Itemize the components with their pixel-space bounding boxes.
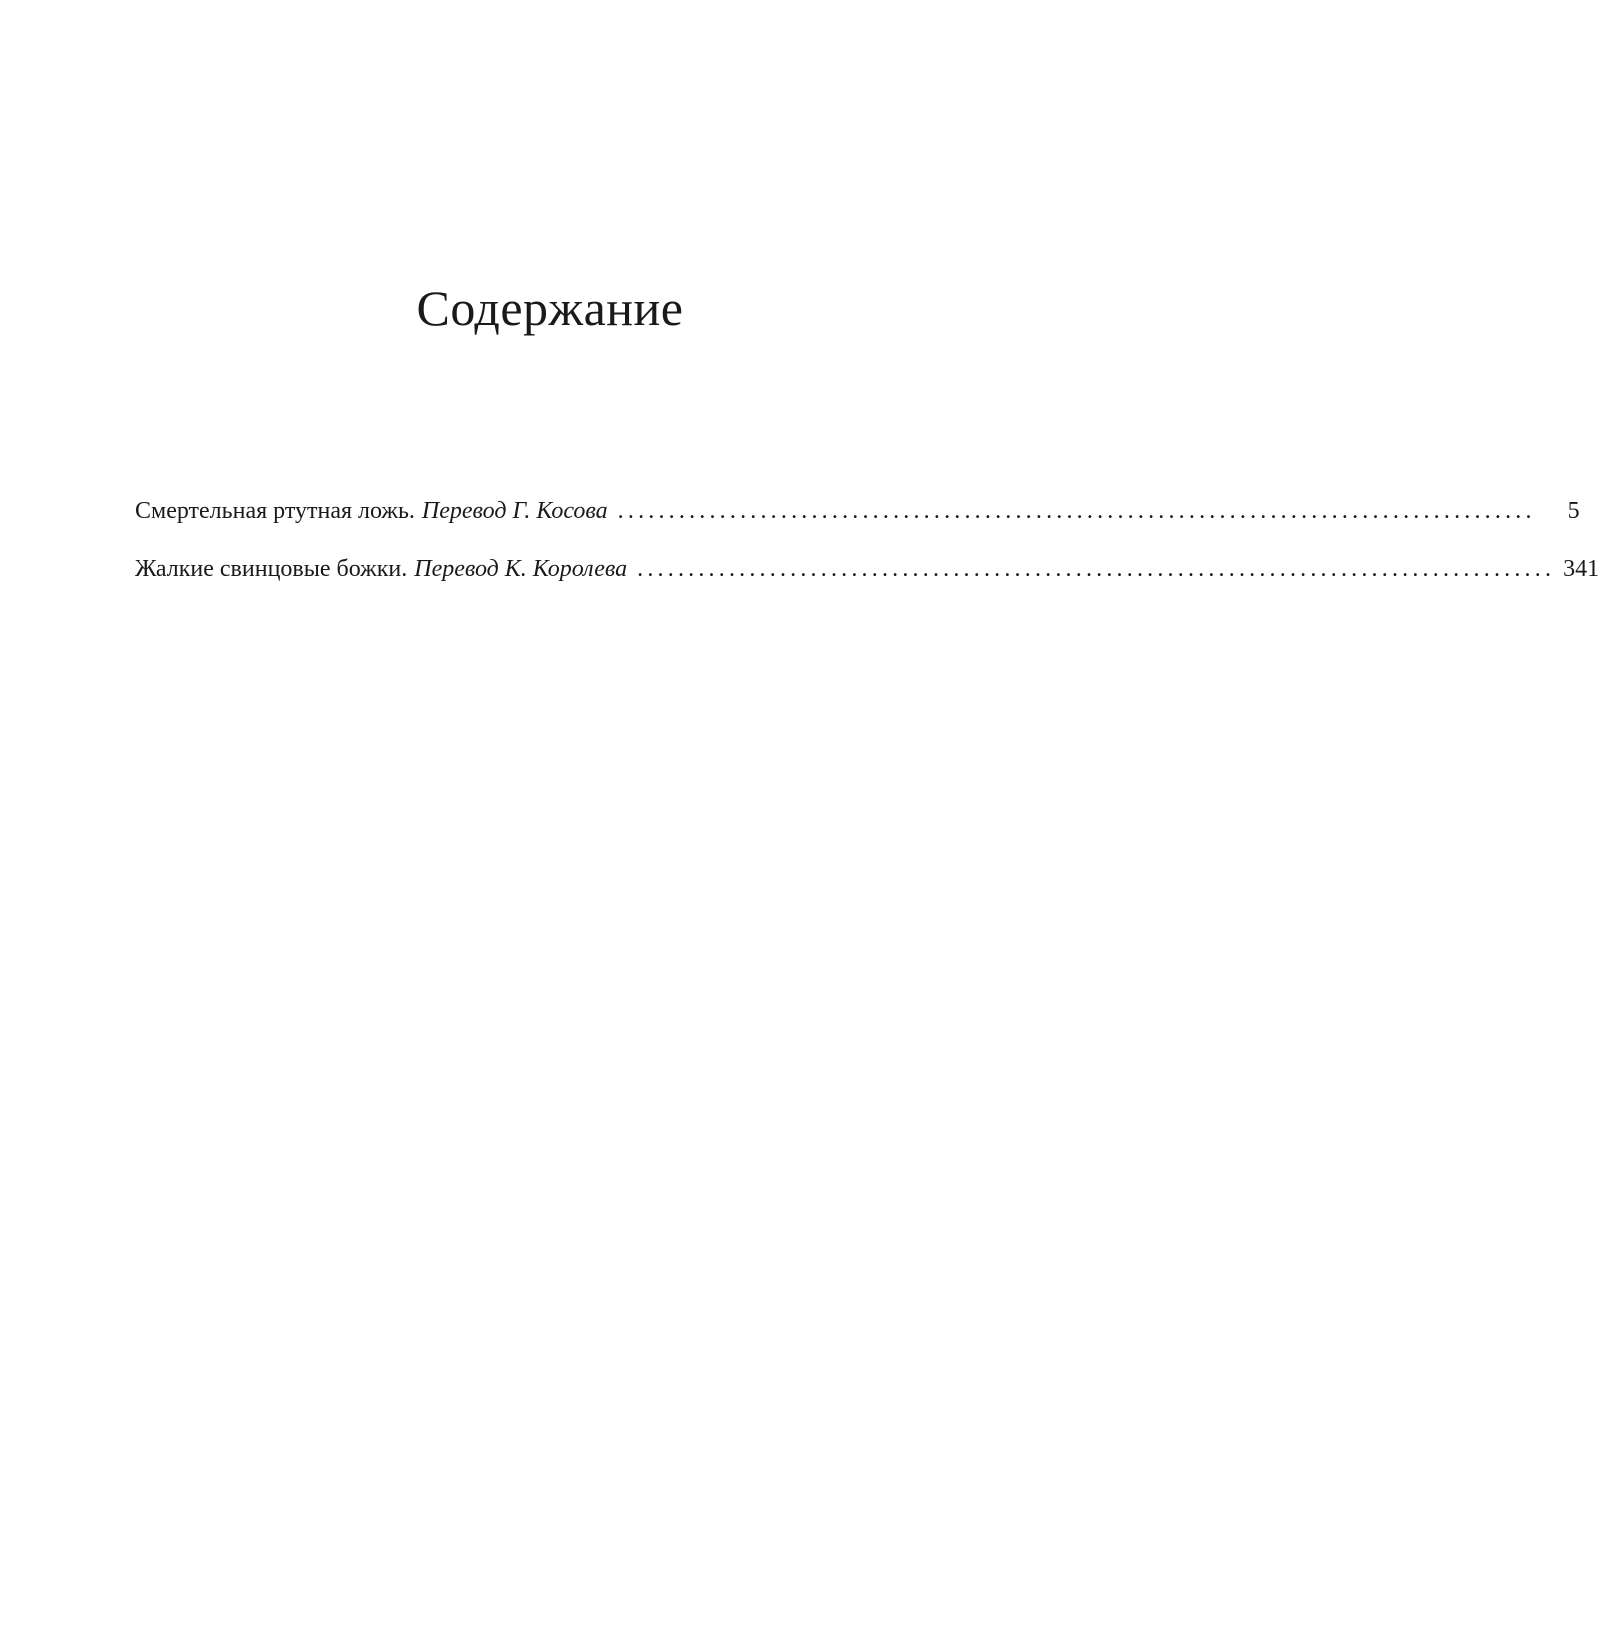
- toc-entry[interactable]: [135, 496, 1580, 554]
- toc-entry-translator: Перевод Г. Косова: [421, 498, 608, 524]
- toc-entry[interactable]: [135, 554, 1599, 612]
- dot-leader: ..........................................................................................: [637, 556, 1556, 582]
- toc-entry-translator: Перевод К. Королева: [414, 556, 628, 582]
- toc-entry-page-number: 341: [1563, 556, 1599, 582]
- dot-leader: ..........................................................................................: [617, 498, 1536, 524]
- toc-entry-page-number: 5: [1567, 498, 1580, 524]
- page-title: Содержание: [416, 280, 684, 336]
- table-of-contents: [135, 496, 1599, 612]
- toc-entry-title: Смертельная ртутная ложь.: [135, 498, 415, 524]
- toc-entry-title: Жалкие свинцовые божки.: [135, 556, 408, 582]
